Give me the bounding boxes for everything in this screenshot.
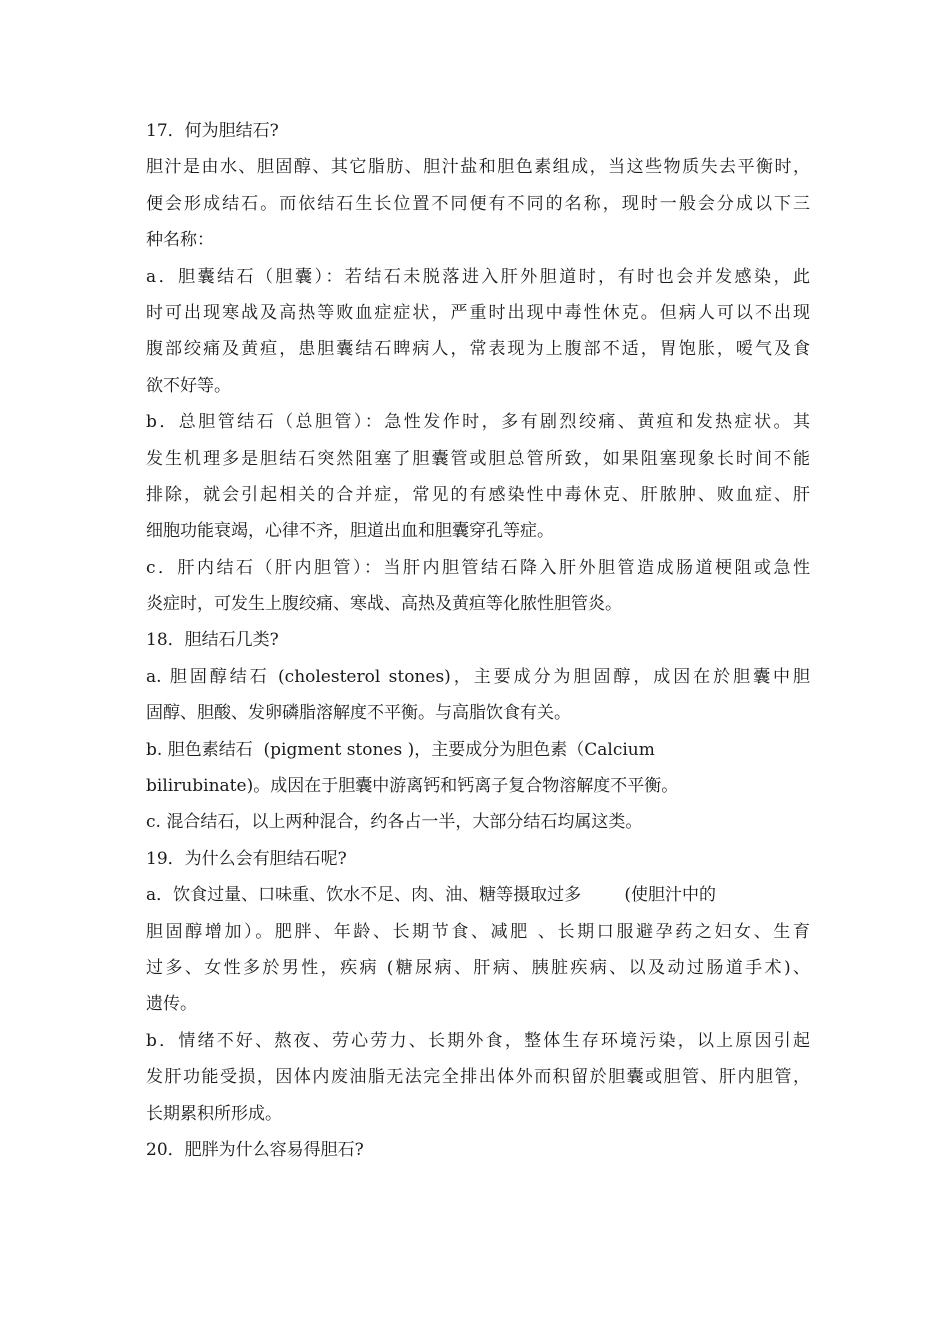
text-line: 排除，就会引起相关的合并症，常见的有感染性中毒休克、肝脓肿、败血症、肝: [146, 484, 810, 505]
text-line: 发生机理多是胆结石突然阻塞了胆囊管或胆总管所致，如果阻塞现象长时间不能: [146, 448, 810, 469]
text-line: 发肝功能受损，因体内废油脂无法完全排出体外而积留於胆囊或胆管、肝内胆管，: [146, 1067, 810, 1088]
text-line: 胆汁是由水、胆固醇、其它脂肪、胆汁盐和胆色素组成，当这些物质失去平衡时，: [146, 157, 810, 178]
text-line: 长期累积所形成。: [146, 1103, 282, 1124]
text-line: 种名称：: [146, 230, 214, 251]
text-line: b．总胆管结石（总胆管）：急性发作时，多有剧烈绞痛、黄疸和发热症状。其: [146, 412, 810, 433]
text-line: 固醇、胆酸、发卵磷脂溶解度不平衡。与高脂饮食有关。: [146, 703, 571, 724]
text-line: 炎症时，可发生上腹绞痛、寒战、高热及黄疸等化脓性胆管炎。: [146, 594, 622, 615]
text-line: c．肝内结石（肝内胆管）：当肝内胆管结石降入肝外胆管造成肠道梗阻或急性: [146, 557, 810, 578]
text-line: 遗传。: [146, 994, 197, 1015]
text-line: b. 胆色素结石 (pigment stones )，主要成分为胆色素（Calcium: [146, 739, 655, 760]
text-line: 细胞功能衰竭，心律不齐，胆道出血和胆囊穿孔等症。: [146, 521, 554, 542]
text-line: 19．为什么会有胆结石呢?: [146, 848, 347, 869]
text-line: 便会形成结石。而依结石生长位置不同便有不同的名称，现时一般会分成以下三: [146, 193, 810, 214]
text-line: a．胆囊结石（胆囊）：若结石未脱落进入肝外胆道时，有时也会并发感染，此: [146, 266, 810, 287]
text-line: 时可出现寒战及高热等败血症症状，严重时出现中毒性休克。但病人可以不出现: [146, 302, 810, 323]
text-line: 20．肥胖为什么容易得胆石?: [146, 1139, 364, 1160]
text-line: bilirubinate)。成因在于胆囊中游离钙和钙离子复合物溶解度不平衡。: [146, 776, 679, 797]
text-line: b．情绪不好、熬夜、劳心劳力、长期外食，整体生存环境污染，以上原因引起: [146, 1030, 810, 1051]
text-line: c. 混合结石，以上两种混合，约各占一半，大部分结石均属这类。: [146, 812, 643, 833]
text-line: 过多、女性多於男性，疾病 (糖尿病、肝病、胰脏疾病、以及动过肠道手术)、: [146, 957, 810, 978]
document-body: [146, 113, 810, 1168]
text-line: 17．何为胆结石?: [146, 121, 279, 141]
text-line: a．饮食过量、口味重、饮水不足、肉、油、糖等摄取过多 (使胆汁中的: [146, 885, 716, 906]
text-line: 胆固醇增加）。肥胖、年龄、长期节食、减肥 、长期口服避孕药之妇女、生育: [146, 921, 810, 942]
text-line: 腹部绞痛及黄疸，患胆囊结石睥病人，常表现为上腹部不适，胃饱胀，嗳气及食: [146, 339, 810, 360]
text-line: a. 胆固醇结石 (cholesterol stones)，主要成分为胆固醇，成因在於胆囊中胆: [146, 666, 810, 687]
text-line: 18．胆结石几类?: [146, 630, 279, 651]
text-line: 欲不好等。: [146, 375, 231, 396]
